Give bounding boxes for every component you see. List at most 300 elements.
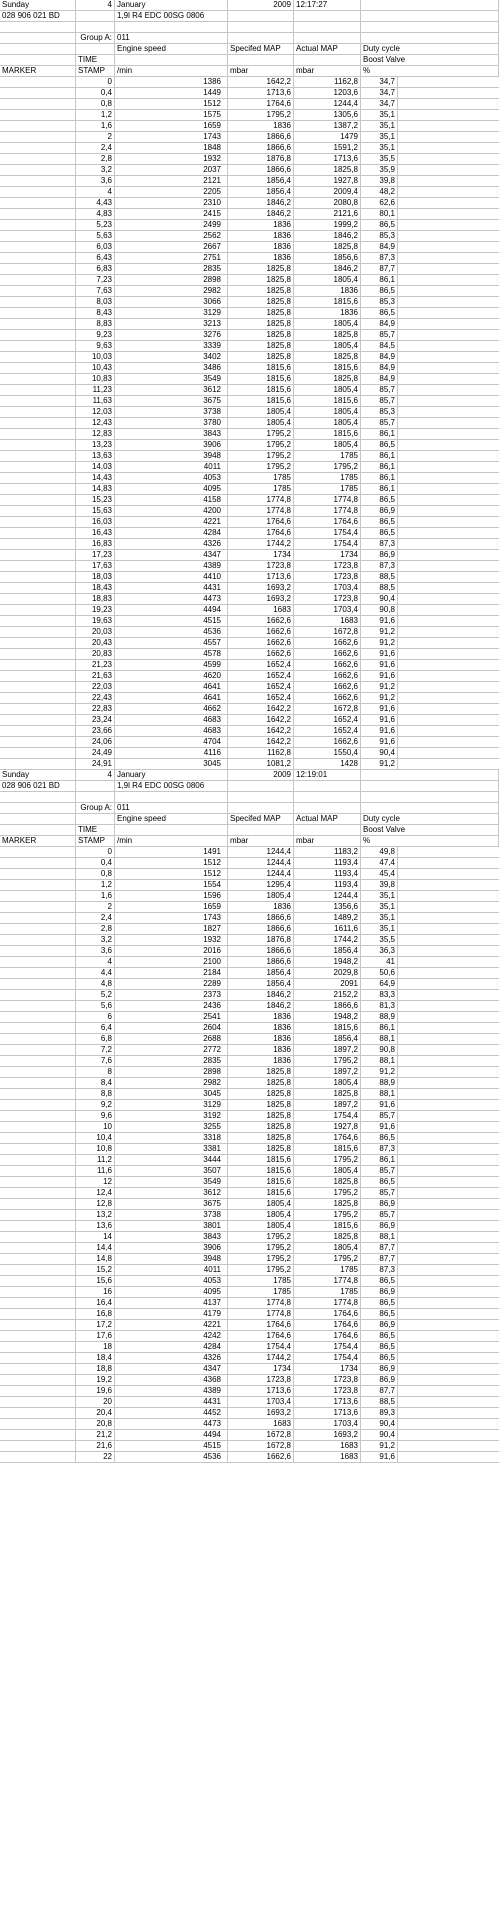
specified-map-cell[interactable]: 1785 <box>228 1287 294 1297</box>
duty-cycle-cell[interactable]: 87,3 <box>361 561 398 571</box>
marker-cell[interactable] <box>0 297 76 307</box>
timestamp-cell[interactable]: 15,2 <box>76 1265 115 1275</box>
duty-cycle-cell[interactable]: 87,7 <box>361 264 398 274</box>
engine-speed-cell[interactable]: 4620 <box>115 671 228 681</box>
duty-cycle-cell[interactable]: 91,2 <box>361 693 398 703</box>
actual-map-cell[interactable]: 1795,2 <box>294 1056 361 1066</box>
timestamp-cell[interactable]: 1,6 <box>76 121 115 131</box>
specified-map-cell[interactable]: 1856,4 <box>228 979 294 989</box>
duty-cycle-cell[interactable]: 87,3 <box>361 539 398 549</box>
specified-map-cell[interactable]: 1672,8 <box>228 1430 294 1440</box>
actual-map-cell[interactable]: 1662,6 <box>294 693 361 703</box>
specified-map-cell[interactable]: 1876,8 <box>228 154 294 164</box>
specified-map-cell[interactable]: 1662,6 <box>228 627 294 637</box>
duty-cycle-cell[interactable]: 85,7 <box>361 1111 398 1121</box>
marker-cell[interactable] <box>0 528 76 538</box>
specified-map-cell[interactable]: 1162,8 <box>228 748 294 758</box>
timestamp-cell[interactable]: 21,6 <box>76 1441 115 1451</box>
empty-cell[interactable] <box>294 11 361 21</box>
actual-map-cell[interactable]: 1805,4 <box>294 407 361 417</box>
marker-cell[interactable] <box>0 330 76 340</box>
timestamp-cell[interactable]: 6,03 <box>76 242 115 252</box>
date-num-cell[interactable]: 4 <box>76 770 115 780</box>
actual-map-header[interactable]: Actual MAP <box>294 814 361 824</box>
actual-map-cell[interactable]: 1815,6 <box>294 1144 361 1154</box>
actual-map-header[interactable]: Actual MAP <box>294 44 361 54</box>
empty-cell[interactable] <box>228 22 294 32</box>
duty-cycle-cell[interactable]: 85,7 <box>361 1188 398 1198</box>
timestamp-cell[interactable]: 4,43 <box>76 198 115 208</box>
timestamp-cell[interactable]: 8,03 <box>76 297 115 307</box>
actual-map-cell[interactable]: 1713,6 <box>294 1397 361 1407</box>
engine-speed-cell[interactable]: 3318 <box>115 1133 228 1143</box>
timestamp-cell[interactable]: 0,4 <box>76 88 115 98</box>
marker-cell[interactable] <box>0 275 76 285</box>
specified-map-cell[interactable]: 1774,8 <box>228 506 294 516</box>
engine-speed-cell[interactable]: 4578 <box>115 649 228 659</box>
engine-speed-cell[interactable]: 4284 <box>115 1342 228 1352</box>
specified-map-cell[interactable]: 1785 <box>228 473 294 483</box>
empty-cell[interactable] <box>115 825 228 835</box>
actual-map-cell[interactable]: 1805,4 <box>294 418 361 428</box>
marker-cell[interactable] <box>0 352 76 362</box>
ecu-description-cell[interactable]: 1,9l R4 EDC 00SG 0806 <box>115 781 228 791</box>
actual-map-cell[interactable]: 1815,6 <box>294 396 361 406</box>
timestamp-cell[interactable]: 24,06 <box>76 737 115 747</box>
marker-cell[interactable] <box>0 1133 76 1143</box>
timestamp-cell[interactable]: 6,4 <box>76 1023 115 1033</box>
actual-map-cell[interactable]: 1815,6 <box>294 429 361 439</box>
marker-cell[interactable] <box>0 1408 76 1418</box>
actual-map-cell[interactable]: 1774,8 <box>294 1298 361 1308</box>
specified-map-cell[interactable]: 1836 <box>228 253 294 263</box>
engine-speed-cell[interactable]: 1512 <box>115 99 228 109</box>
actual-map-cell[interactable]: 1795,2 <box>294 1254 361 1264</box>
duty-cycle-cell[interactable]: 91,6 <box>361 1100 398 1110</box>
empty-cell[interactable] <box>228 55 294 65</box>
engine-speed-cell[interactable]: 2898 <box>115 275 228 285</box>
duty-cycle-cell[interactable]: 34,7 <box>361 77 398 87</box>
engine-speed-cell[interactable]: 2121 <box>115 176 228 186</box>
engine-speed-cell[interactable]: 2436 <box>115 1001 228 1011</box>
engine-speed-cell[interactable]: 1848 <box>115 143 228 153</box>
actual-map-cell[interactable]: 1795,2 <box>294 1155 361 1165</box>
marker-cell[interactable] <box>0 198 76 208</box>
duty-cycle-cell[interactable]: 35,1 <box>361 913 398 923</box>
specified-map-cell[interactable]: 1846,2 <box>228 990 294 1000</box>
engine-speed-cell[interactable]: 2772 <box>115 1045 228 1055</box>
engine-speed-cell[interactable]: 3045 <box>115 759 228 769</box>
empty-cell[interactable] <box>228 11 294 21</box>
empty-cell[interactable] <box>361 33 499 43</box>
specified-map-cell[interactable]: 1825,8 <box>228 1078 294 1088</box>
engine-speed-cell[interactable]: 3129 <box>115 308 228 318</box>
marker-cell[interactable] <box>0 1232 76 1242</box>
actual-map-cell[interactable]: 1683 <box>294 1441 361 1451</box>
timestamp-cell[interactable]: 21,23 <box>76 660 115 670</box>
duty-cycle-cell[interactable]: 35,1 <box>361 110 398 120</box>
specified-map-cell[interactable]: 1815,6 <box>228 396 294 406</box>
marker-cell[interactable] <box>0 1122 76 1132</box>
specified-map-header[interactable]: Specifed MAP <box>228 814 294 824</box>
engine-speed-cell[interactable]: 4494 <box>115 1430 228 1440</box>
duty-cycle-cell[interactable]: 50,6 <box>361 968 398 978</box>
engine-speed-cell[interactable]: 1932 <box>115 935 228 945</box>
specified-map-cell[interactable]: 1856,4 <box>228 187 294 197</box>
timestamp-cell[interactable]: 16 <box>76 1287 115 1297</box>
timestamp-cell[interactable]: 9,23 <box>76 330 115 340</box>
engine-speed-cell[interactable]: 2604 <box>115 1023 228 1033</box>
timestamp-cell[interactable]: 13,6 <box>76 1221 115 1231</box>
specified-map-cell[interactable]: 1825,8 <box>228 1100 294 1110</box>
actual-map-cell[interactable]: 1162,8 <box>294 77 361 87</box>
actual-map-cell[interactable]: 1927,8 <box>294 1122 361 1132</box>
actual-unit-header[interactable]: mbar <box>294 66 361 76</box>
actual-map-cell[interactable]: 1815,6 <box>294 1221 361 1231</box>
specified-map-cell[interactable]: 1795,2 <box>228 1243 294 1253</box>
specified-map-cell[interactable]: 1866,6 <box>228 165 294 175</box>
engine-unit-header[interactable]: /min <box>115 836 228 846</box>
timestamp-cell[interactable]: 19,2 <box>76 1375 115 1385</box>
engine-speed-cell[interactable]: 4200 <box>115 506 228 516</box>
engine-speed-cell[interactable]: 4515 <box>115 616 228 626</box>
duty-cycle-cell[interactable]: 91,6 <box>361 704 398 714</box>
marker-cell[interactable] <box>0 242 76 252</box>
engine-speed-cell[interactable]: 2289 <box>115 979 228 989</box>
timestamp-cell[interactable]: 20,03 <box>76 627 115 637</box>
duty-cycle-cell[interactable]: 35,1 <box>361 121 398 131</box>
marker-cell[interactable] <box>0 264 76 274</box>
time-header[interactable]: TIME <box>76 825 115 835</box>
actual-map-cell[interactable]: 1356,6 <box>294 902 361 912</box>
year-cell[interactable]: 2009 <box>228 0 294 10</box>
group-label-cell[interactable]: Group A: <box>76 33 115 43</box>
timestamp-cell[interactable]: 8,83 <box>76 319 115 329</box>
empty-cell[interactable] <box>0 792 76 802</box>
timestamp-cell[interactable]: 6 <box>76 1012 115 1022</box>
timestamp-cell[interactable]: 5,63 <box>76 231 115 241</box>
marker-cell[interactable] <box>0 1320 76 1330</box>
marker-cell[interactable] <box>0 1276 76 1286</box>
group-number-cell[interactable]: 011 <box>115 33 228 43</box>
engine-speed-cell[interactable]: 4347 <box>115 1364 228 1374</box>
duty-cycle-cell[interactable]: 62,6 <box>361 198 398 208</box>
specified-map-cell[interactable]: 1836 <box>228 1034 294 1044</box>
actual-map-cell[interactable]: 1672,8 <box>294 627 361 637</box>
marker-cell[interactable] <box>0 1254 76 1264</box>
timestamp-cell[interactable]: 0,4 <box>76 858 115 868</box>
marker-cell[interactable] <box>0 957 76 967</box>
timestamp-cell[interactable]: 20,83 <box>76 649 115 659</box>
specified-map-cell[interactable]: 1764,6 <box>228 1331 294 1341</box>
marker-cell[interactable] <box>0 231 76 241</box>
specified-map-cell[interactable]: 1244,4 <box>228 847 294 857</box>
actual-map-cell[interactable]: 1672,8 <box>294 704 361 714</box>
timestamp-cell[interactable]: 17,23 <box>76 550 115 560</box>
timestamp-cell[interactable]: 8 <box>76 1067 115 1077</box>
specified-map-cell[interactable]: 1805,4 <box>228 1199 294 1209</box>
duty-cycle-cell[interactable]: 35,1 <box>361 143 398 153</box>
duty-cycle-cell[interactable]: 90,4 <box>361 1430 398 1440</box>
engine-speed-cell[interactable]: 2667 <box>115 242 228 252</box>
empty-cell[interactable] <box>361 22 499 32</box>
timestamp-cell[interactable]: 2,8 <box>76 924 115 934</box>
engine-speed-cell[interactable]: 3402 <box>115 352 228 362</box>
engine-speed-cell[interactable]: 3444 <box>115 1155 228 1165</box>
empty-cell[interactable] <box>294 825 361 835</box>
part-number-cell[interactable]: 028 906 021 BD <box>0 781 76 791</box>
spec-unit-header[interactable]: mbar <box>228 66 294 76</box>
marker-cell[interactable] <box>0 1155 76 1165</box>
engine-speed-cell[interactable]: 4368 <box>115 1375 228 1385</box>
timestamp-cell[interactable]: 21,63 <box>76 671 115 681</box>
engine-speed-cell[interactable]: 3486 <box>115 363 228 373</box>
engine-speed-cell[interactable]: 1554 <box>115 880 228 890</box>
actual-map-cell[interactable]: 1703,4 <box>294 583 361 593</box>
actual-map-cell[interactable]: 1785 <box>294 484 361 494</box>
spec-unit-header[interactable]: mbar <box>228 836 294 846</box>
timestamp-cell[interactable]: 10,4 <box>76 1133 115 1143</box>
empty-cell[interactable] <box>76 11 115 21</box>
duty-cycle-cell[interactable]: 86,9 <box>361 1199 398 1209</box>
marker-cell[interactable] <box>0 946 76 956</box>
duty-cycle-cell[interactable]: 64,9 <box>361 979 398 989</box>
timestamp-cell[interactable]: 8,4 <box>76 1078 115 1088</box>
actual-map-cell[interactable]: 1815,6 <box>294 1023 361 1033</box>
actual-map-cell[interactable]: 1754,4 <box>294 539 361 549</box>
specified-map-cell[interactable]: 1713,6 <box>228 88 294 98</box>
actual-map-cell[interactable]: 1723,8 <box>294 594 361 604</box>
marker-cell[interactable] <box>0 935 76 945</box>
marker-cell[interactable] <box>0 594 76 604</box>
marker-cell[interactable] <box>0 143 76 153</box>
empty-cell[interactable] <box>0 33 76 43</box>
actual-map-cell[interactable]: 1825,8 <box>294 352 361 362</box>
marker-cell[interactable] <box>0 1265 76 1275</box>
timestamp-cell[interactable]: 7,63 <box>76 286 115 296</box>
specified-map-cell[interactable]: 1744,2 <box>228 539 294 549</box>
actual-map-cell[interactable]: 1591,2 <box>294 143 361 153</box>
specified-map-cell[interactable]: 1836 <box>228 1045 294 1055</box>
engine-speed-cell[interactable]: 4473 <box>115 1419 228 1429</box>
marker-cell[interactable] <box>0 869 76 879</box>
specified-map-cell[interactable]: 1836 <box>228 1012 294 1022</box>
actual-map-cell[interactable]: 1662,6 <box>294 649 361 659</box>
empty-cell[interactable] <box>361 0 499 10</box>
timestamp-cell[interactable]: 2,4 <box>76 143 115 153</box>
marker-cell[interactable] <box>0 638 76 648</box>
timestamp-cell[interactable]: 10,8 <box>76 1144 115 1154</box>
marker-cell[interactable] <box>0 1221 76 1231</box>
duty-cycle-cell[interactable]: 91,2 <box>361 682 398 692</box>
specified-map-cell[interactable]: 1774,8 <box>228 495 294 505</box>
actual-map-cell[interactable]: 1856,4 <box>294 946 361 956</box>
duty-cycle-cell[interactable]: 35,1 <box>361 924 398 934</box>
specified-map-cell[interactable]: 1642,2 <box>228 704 294 714</box>
duty-cycle-cell[interactable]: 86,1 <box>361 1155 398 1165</box>
actual-map-cell[interactable]: 1428 <box>294 759 361 769</box>
day-cell[interactable]: Sunday <box>0 0 76 10</box>
engine-speed-cell[interactable]: 3906 <box>115 440 228 450</box>
specified-map-cell[interactable]: 1723,8 <box>228 1375 294 1385</box>
specified-map-cell[interactable]: 1652,4 <box>228 682 294 692</box>
actual-map-cell[interactable]: 1836 <box>294 308 361 318</box>
empty-cell[interactable] <box>76 792 115 802</box>
stamp-header[interactable]: STAMP <box>76 66 115 76</box>
engine-speed-cell[interactable]: 3801 <box>115 1221 228 1231</box>
engine-speed-cell[interactable]: 1491 <box>115 847 228 857</box>
timestamp-cell[interactable]: 12,8 <box>76 1199 115 1209</box>
actual-map-cell[interactable]: 1489,2 <box>294 913 361 923</box>
actual-map-cell[interactable]: 1693,2 <box>294 1430 361 1440</box>
specified-map-cell[interactable]: 1825,8 <box>228 1067 294 1077</box>
duty-cycle-cell[interactable]: 91,6 <box>361 660 398 670</box>
marker-cell[interactable] <box>0 990 76 1000</box>
engine-unit-header[interactable]: /min <box>115 66 228 76</box>
duty-cycle-cell[interactable]: 86,1 <box>361 473 398 483</box>
empty-cell[interactable] <box>0 814 76 824</box>
actual-map-cell[interactable]: 2091 <box>294 979 361 989</box>
engine-speed-cell[interactable]: 3549 <box>115 374 228 384</box>
specified-map-cell[interactable]: 1846,2 <box>228 209 294 219</box>
duty-cycle-cell[interactable]: 86,5 <box>361 1177 398 1187</box>
engine-speed-cell[interactable]: 4536 <box>115 1452 228 1462</box>
marker-cell[interactable] <box>0 440 76 450</box>
month-cell[interactable]: January <box>115 0 228 10</box>
actual-map-cell[interactable]: 1662,6 <box>294 682 361 692</box>
timestamp-cell[interactable]: 12,43 <box>76 418 115 428</box>
timestamp-cell[interactable]: 18,03 <box>76 572 115 582</box>
specified-map-cell[interactable]: 1836 <box>228 1056 294 1066</box>
duty-cycle-cell[interactable]: 86,5 <box>361 1276 398 1286</box>
actual-map-cell[interactable]: 1734 <box>294 550 361 560</box>
duty-cycle-cell[interactable]: 86,9 <box>361 1287 398 1297</box>
actual-map-cell[interactable]: 1754,4 <box>294 1353 361 1363</box>
duty-cycle-cell[interactable]: 85,7 <box>361 418 398 428</box>
specified-map-cell[interactable]: 1825,8 <box>228 1089 294 1099</box>
marker-cell[interactable] <box>0 660 76 670</box>
empty-cell[interactable] <box>361 770 499 780</box>
duty-cycle-cell[interactable]: 85,7 <box>361 1166 398 1176</box>
duty-cycle-cell[interactable]: 86,5 <box>361 220 398 230</box>
duty-cycle-cell[interactable]: 91,2 <box>361 638 398 648</box>
duty-cycle-cell[interactable]: 84,9 <box>361 352 398 362</box>
actual-map-cell[interactable]: 1825,8 <box>294 242 361 252</box>
engine-speed-cell[interactable]: 3276 <box>115 330 228 340</box>
duty-cycle-cell[interactable]: 88,1 <box>361 1089 398 1099</box>
timestamp-cell[interactable]: 2,4 <box>76 913 115 923</box>
duty-cycle-cell[interactable]: 91,6 <box>361 649 398 659</box>
specified-map-cell[interactable]: 1836 <box>228 220 294 230</box>
engine-speed-cell[interactable]: 3255 <box>115 1122 228 1132</box>
duty-cycle-cell[interactable]: 85,7 <box>361 396 398 406</box>
timestamp-cell[interactable]: 4,4 <box>76 968 115 978</box>
engine-speed-cell[interactable]: 1827 <box>115 924 228 934</box>
duty-cycle-cell[interactable]: 86,1 <box>361 451 398 461</box>
marker-cell[interactable] <box>0 418 76 428</box>
actual-map-cell[interactable]: 1703,4 <box>294 1419 361 1429</box>
timestamp-cell[interactable]: 3,6 <box>76 176 115 186</box>
timestamp-cell[interactable]: 7,23 <box>76 275 115 285</box>
date-num-cell[interactable]: 4 <box>76 0 115 10</box>
timestamp-cell[interactable]: 18,43 <box>76 583 115 593</box>
duty-cycle-cell[interactable]: 86,5 <box>361 1298 398 1308</box>
timestamp-cell[interactable]: 6,83 <box>76 264 115 274</box>
specified-map-cell[interactable]: 1672,8 <box>228 1441 294 1451</box>
empty-cell[interactable] <box>294 792 361 802</box>
duty-cycle-cell[interactable]: 91,6 <box>361 1122 398 1132</box>
engine-speed-cell[interactable]: 4410 <box>115 572 228 582</box>
marker-cell[interactable] <box>0 407 76 417</box>
actual-map-cell[interactable]: 1611,6 <box>294 924 361 934</box>
marker-cell[interactable] <box>0 253 76 263</box>
actual-map-cell[interactable]: 1754,4 <box>294 528 361 538</box>
engine-speed-cell[interactable]: 4011 <box>115 1265 228 1275</box>
timestamp-cell[interactable]: 18,8 <box>76 1364 115 1374</box>
duty-cycle-cell[interactable]: 85,3 <box>361 231 398 241</box>
timestamp-cell[interactable]: 8,8 <box>76 1089 115 1099</box>
specified-map-cell[interactable]: 1642,2 <box>228 726 294 736</box>
specified-map-cell[interactable]: 1866,6 <box>228 924 294 934</box>
timestamp-cell[interactable]: 2 <box>76 902 115 912</box>
duty-cycle-cell[interactable]: 86,1 <box>361 484 398 494</box>
actual-map-cell[interactable]: 1683 <box>294 1452 361 1462</box>
timestamp-cell[interactable]: 1,6 <box>76 891 115 901</box>
timestamp-cell[interactable]: 15,63 <box>76 506 115 516</box>
marker-cell[interactable] <box>0 891 76 901</box>
engine-speed-cell[interactable]: 4242 <box>115 1331 228 1341</box>
actual-map-cell[interactable]: 2121,6 <box>294 209 361 219</box>
specified-map-cell[interactable]: 1662,6 <box>228 1452 294 1462</box>
marker-cell[interactable] <box>0 341 76 351</box>
specified-map-cell[interactable]: 1795,2 <box>228 440 294 450</box>
specified-map-cell[interactable]: 1774,8 <box>228 1298 294 1308</box>
actual-map-cell[interactable]: 1662,6 <box>294 638 361 648</box>
marker-cell[interactable] <box>0 1067 76 1077</box>
engine-speed-cell[interactable]: 3507 <box>115 1166 228 1176</box>
duty-cycle-header[interactable]: Duty cycle <box>361 44 499 54</box>
marker-cell[interactable] <box>0 913 76 923</box>
duty-cycle-cell[interactable]: 39,8 <box>361 176 398 186</box>
actual-map-cell[interactable]: 1244,4 <box>294 99 361 109</box>
engine-speed-cell[interactable]: 4473 <box>115 594 228 604</box>
engine-speed-cell[interactable]: 4053 <box>115 1276 228 1286</box>
specified-map-cell[interactable]: 1805,4 <box>228 891 294 901</box>
specified-map-cell[interactable]: 1805,4 <box>228 1221 294 1231</box>
timestamp-cell[interactable]: 20,8 <box>76 1419 115 1429</box>
marker-cell[interactable] <box>0 1419 76 1429</box>
marker-cell[interactable] <box>0 132 76 142</box>
specified-map-cell[interactable]: 1825,8 <box>228 1122 294 1132</box>
specified-map-cell[interactable]: 1825,8 <box>228 1111 294 1121</box>
engine-speed-cell[interactable]: 4431 <box>115 1397 228 1407</box>
duty-cycle-cell[interactable]: 80,1 <box>361 209 398 219</box>
duty-cycle-cell[interactable]: 86,5 <box>361 308 398 318</box>
specified-map-cell[interactable]: 1774,8 <box>228 1309 294 1319</box>
actual-map-cell[interactable]: 1785 <box>294 1287 361 1297</box>
empty-cell[interactable] <box>228 825 294 835</box>
marker-cell[interactable] <box>0 209 76 219</box>
specified-map-cell[interactable]: 1764,6 <box>228 528 294 538</box>
specified-map-cell[interactable]: 1815,6 <box>228 1155 294 1165</box>
engine-speed-cell[interactable]: 3192 <box>115 1111 228 1121</box>
actual-map-cell[interactable]: 1825,8 <box>294 374 361 384</box>
timestamp-cell[interactable]: 4,8 <box>76 979 115 989</box>
duty-cycle-cell[interactable]: 91,6 <box>361 1452 398 1462</box>
specified-map-cell[interactable]: 1825,8 <box>228 319 294 329</box>
empty-cell[interactable] <box>228 792 294 802</box>
engine-speed-cell[interactable]: 3843 <box>115 1232 228 1242</box>
